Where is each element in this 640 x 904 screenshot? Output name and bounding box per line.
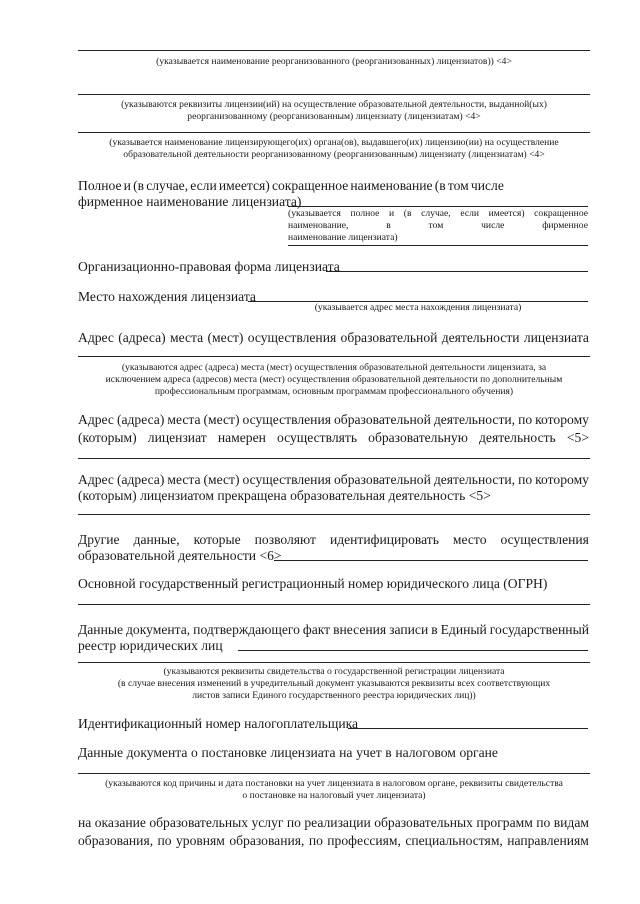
word: лицензиата — [270, 745, 336, 760]
word: на — [339, 745, 353, 760]
word: и — [123, 178, 131, 193]
word: случае, — [146, 178, 189, 193]
egrul-label-line1 — [78, 622, 589, 638]
note-license-details — [78, 99, 590, 123]
word: которые — [193, 532, 241, 547]
note-line: (указывается полное и (в случае, если имеется) сокращенное — [288, 208, 588, 219]
word: осуществления — [500, 532, 589, 547]
word: деятельности, — [433, 412, 516, 427]
word: том — [428, 220, 444, 231]
word: том — [447, 178, 469, 193]
tax-label — [78, 745, 498, 761]
word: (в — [133, 178, 145, 193]
note-full-name-l3 — [288, 232, 588, 244]
note-reorganized-name: (указывается наименование реорганизованного (реорганизованных) лицензиатов)) <4> — [156, 56, 512, 67]
word: осуществлять — [277, 430, 358, 445]
note-full-name-l2 — [288, 220, 588, 232]
note-line: (в случае внесения изменений в учредительный документ указываются реквизиты всех соответствующих — [117, 678, 551, 689]
word: подтверждающего — [193, 622, 300, 637]
note-line: (указываются код причины и дата постановки на учет лицензиата в налоговом органе, реквизиты свидетельства — [105, 778, 563, 789]
word: которому — [535, 472, 589, 487]
word: образовательной — [333, 472, 431, 487]
word: по — [308, 833, 323, 848]
location-label — [78, 289, 256, 305]
word: факт — [302, 622, 331, 637]
note-line: (указываются реквизиты свидетельства о государственной регистрации лицензиата — [163, 666, 505, 677]
egrul-label-line2 — [78, 638, 223, 654]
stopped-label-line2 — [78, 488, 491, 504]
word: (адреса) — [118, 330, 166, 345]
intend-input-line[interactable] — [78, 458, 590, 459]
ogrn-label — [78, 576, 547, 592]
word: числе — [481, 220, 505, 231]
word: о — [191, 745, 198, 760]
word: которому — [535, 412, 589, 427]
word: деятельность — [479, 430, 556, 445]
word: наименование, — [288, 220, 349, 231]
stopped-input-line[interactable] — [78, 514, 590, 515]
word: если — [190, 178, 217, 193]
word: по — [536, 815, 551, 830]
word: налоговом — [395, 745, 456, 760]
note-line: листов записи Единого государственного реестра юридических лиц)) — [192, 690, 476, 701]
final-line2 — [78, 833, 589, 849]
word: документа — [126, 745, 188, 760]
word: Другие — [78, 532, 120, 547]
stopped-label-line1 — [78, 472, 589, 488]
word: по — [518, 472, 533, 487]
label-text: реестр юридических лиц — [78, 638, 223, 653]
word: (мест) — [207, 330, 244, 345]
word: осуществления — [242, 472, 331, 487]
note-line: (указываются реквизиты лицензии(ий) на осуществление образовательной деятельности, выданной(ых) — [121, 99, 547, 110]
word: реализации — [304, 815, 371, 830]
word: сокращенное — [271, 178, 349, 193]
other-input-line[interactable] — [274, 560, 588, 561]
full-name-input-line[interactable] — [288, 206, 588, 207]
label-text: Основной государственный регистрационный номер юридического лица (ОГРН) — [78, 576, 548, 591]
full-name-label-line2 — [78, 194, 301, 210]
blank-line — [78, 132, 590, 133]
word: (адреса) — [116, 472, 165, 487]
word: места — [169, 330, 204, 345]
word: Адрес — [78, 472, 114, 487]
note-line: (указываются адрес (адреса) места (мест) осуществления образовательной деятельности лицензиата, за — [121, 362, 547, 373]
word: на — [78, 815, 92, 830]
note-line: (указывается наименование лицензирующего(их) органа(ов), выдавшего(их) лицензию(ии) на осуществление — [109, 137, 559, 148]
address-label — [78, 330, 589, 346]
word: образования, — [229, 833, 305, 848]
word: образовательной — [333, 412, 431, 427]
note-location: (указывается адрес места нахождения лицензиата) — [314, 302, 522, 313]
intend-label-line1 — [78, 412, 589, 428]
word: Адрес — [78, 330, 114, 345]
other-label-line1 — [78, 532, 589, 548]
word: направлениям — [507, 833, 589, 848]
note-line: исключением адреса (адресов) места (мест) осуществления образовательной деятельности по дополнительным — [105, 374, 563, 385]
other-label-line2 — [78, 548, 282, 564]
blank-line — [78, 50, 590, 51]
word: фирменное — [542, 220, 588, 231]
word: программ — [476, 815, 533, 830]
word: Адрес — [78, 412, 114, 427]
word: документа, — [126, 622, 191, 637]
word: в — [385, 745, 392, 760]
word: деятельности — [441, 330, 520, 345]
blank-line — [288, 245, 588, 246]
tax-input-line[interactable] — [78, 773, 590, 774]
note-full-name-l1 — [288, 208, 588, 220]
word: имеется) — [218, 178, 270, 193]
word: образования, — [78, 833, 154, 848]
word: профессиям, — [327, 833, 401, 848]
word: государственный — [489, 622, 589, 637]
intend-label-line2 — [78, 430, 589, 446]
label-text: Идентификационный номер налогоплательщика — [78, 716, 359, 731]
label-text: Организационно-правовая форма лицензиата — [78, 259, 340, 274]
word: специальностям, — [405, 833, 503, 848]
label-text: (которым) лицензиатом прекращена образовательная деятельность <5> — [78, 488, 491, 503]
word: идентифицировать — [329, 532, 439, 547]
word: осуществления — [242, 412, 331, 427]
word: (мест) — [203, 412, 240, 427]
word: Полное — [78, 178, 122, 193]
word: осуществления — [247, 330, 337, 345]
egrul-input-line[interactable] — [238, 650, 588, 651]
word: лицензиат — [147, 430, 207, 445]
word: образовательной — [340, 330, 438, 345]
word: места — [167, 412, 201, 427]
note-line: о постановке на налоговый учет лицензиата) — [242, 790, 426, 801]
note-egrul — [78, 666, 590, 702]
word: места — [167, 472, 201, 487]
word: образовательных — [149, 815, 249, 830]
word: учет — [356, 745, 382, 760]
word: Единый — [440, 622, 487, 637]
word: место — [452, 532, 487, 547]
word: образовательную — [368, 430, 468, 445]
note-line: образовательной деятельности реорганизованному (реорганизованным) лицензиату (лицензиатам) <4> — [123, 149, 545, 160]
note-line: наименование лицензиата) — [288, 232, 398, 243]
inn-label — [78, 716, 358, 732]
word: (адреса) — [116, 412, 165, 427]
blank-line — [78, 662, 590, 663]
word: по — [157, 833, 172, 848]
word: услуг — [251, 815, 284, 830]
word: оказание — [94, 815, 146, 830]
label-text: фирменное наименование лицензиата) — [78, 194, 302, 209]
blank-line — [78, 94, 590, 95]
word: Данные — [78, 622, 124, 637]
word: по — [286, 815, 301, 830]
note-licensing-authority — [78, 137, 590, 161]
word: позволяют — [254, 532, 316, 547]
word: по — [518, 412, 533, 427]
ogrn-input-line[interactable] — [78, 604, 590, 605]
note-line: реорганизованному (реорганизованным) лицензиату (лицензиатам) <4> — [187, 111, 481, 122]
word: наименование — [350, 178, 433, 193]
word: внесения — [333, 622, 387, 637]
word: образовательных — [374, 815, 473, 830]
label-text: образовательной деятельности <6> — [78, 548, 282, 563]
word: (которым) — [78, 430, 137, 445]
word: видам — [553, 815, 589, 830]
full-name-label-line1 — [78, 178, 504, 194]
word: уровням — [175, 833, 225, 848]
note-address — [78, 362, 590, 398]
word: в — [431, 622, 438, 637]
inn-input-line[interactable] — [348, 728, 588, 729]
word: Данные — [78, 745, 124, 760]
word: данные, — [133, 532, 180, 547]
word: деятельности, — [433, 472, 516, 487]
word: органе — [459, 745, 498, 760]
word: числе — [470, 178, 504, 193]
word: постановке — [201, 745, 267, 760]
note-line: профессиональным программам, основным программам профессионального обучения) — [154, 386, 514, 397]
word: намерен — [217, 430, 266, 445]
word: записи — [389, 622, 429, 637]
word: <5> — [566, 430, 589, 445]
word: в — [386, 220, 391, 231]
final-line1 — [78, 815, 589, 831]
legal-form-label — [78, 259, 340, 275]
word: (мест) — [203, 472, 240, 487]
address-input-line[interactable] — [78, 356, 590, 357]
word: (в — [434, 178, 446, 193]
legal-form-input-line[interactable] — [326, 271, 588, 272]
word: лицензиата — [523, 330, 589, 345]
label-text: Место нахождения лицензиата — [78, 289, 256, 304]
note-tax — [78, 778, 590, 802]
